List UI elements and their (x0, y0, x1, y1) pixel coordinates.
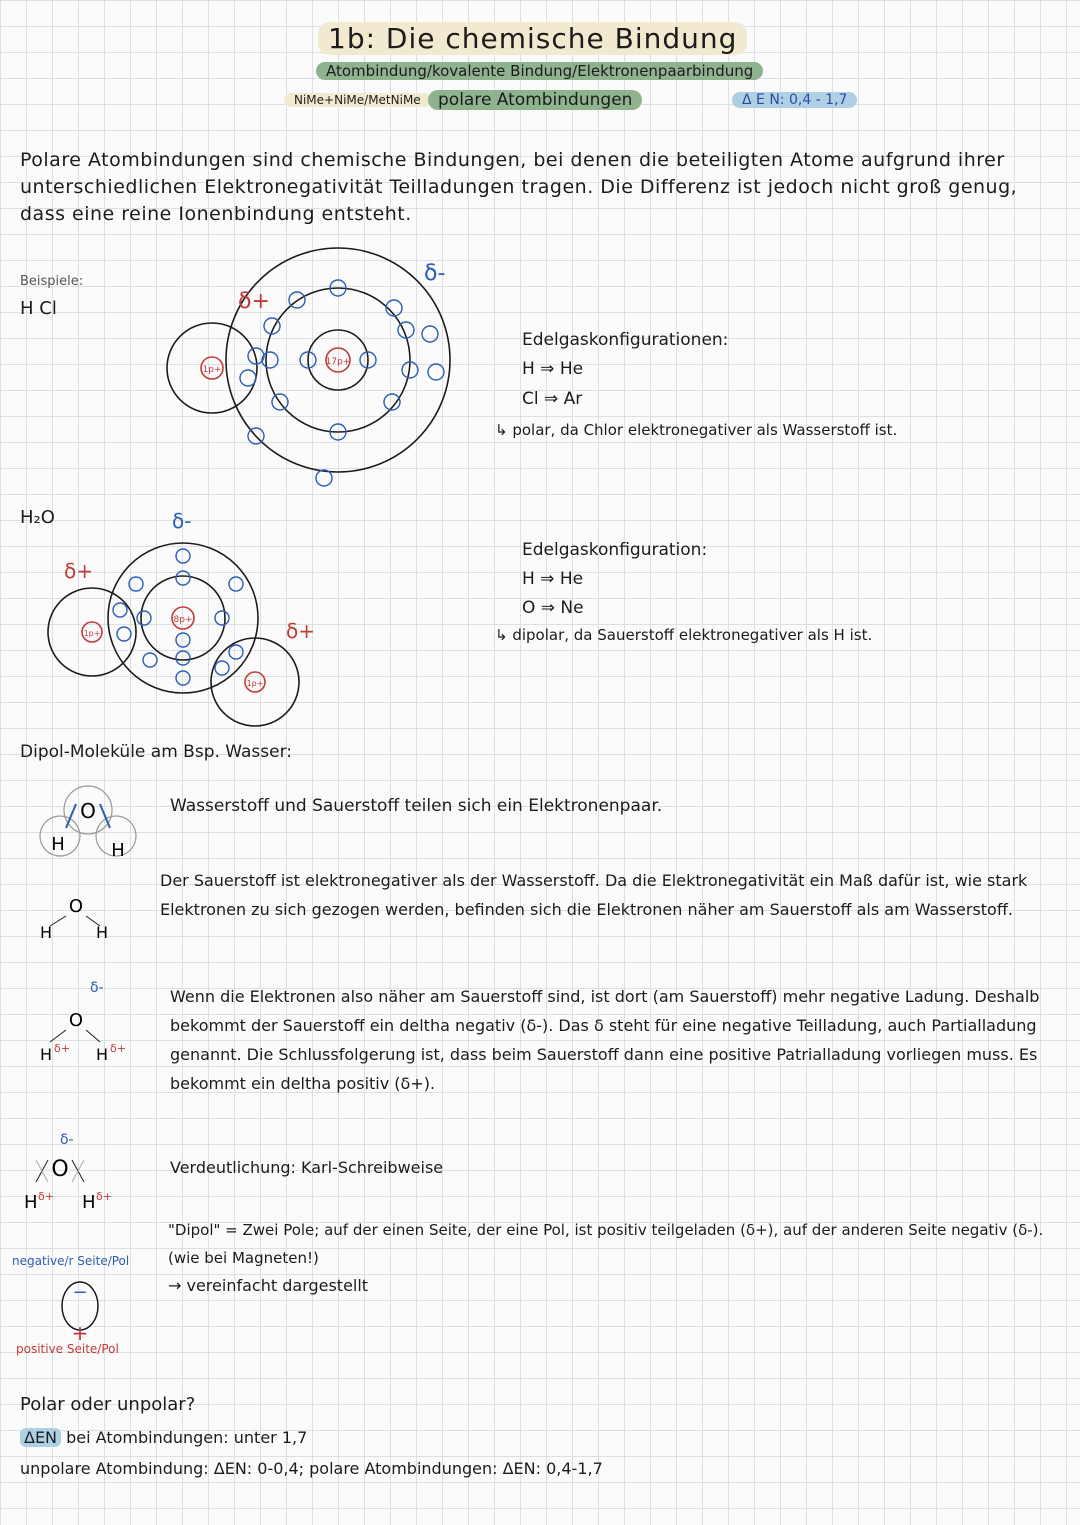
intro-paragraph: Polare Atombindungen sind chemische Bindungen, bei denen die beteiligten Atome aufgrund ihrer unterschiedlichen Elektronegativität Teilladungen tragen. Die Differenz ist jedoch nicht groß genug, dass eine reine Ionenbindung entsteht. (20, 149, 1018, 225)
sketch4-delta-plus-right: δ+ (96, 1190, 112, 1203)
sketch4-h-left: H (24, 1192, 38, 1213)
h2o-config-h: H ⇒ He (522, 569, 584, 589)
plus-sign: + (71, 1321, 89, 1345)
electron (176, 671, 190, 685)
electron (117, 627, 131, 641)
h2o-config-o: O ⇒ Ne (522, 598, 584, 618)
dipole-paragraph-1: Wasserstoff und Sauerstoff teilen sich ein Elektronenpaar. (170, 796, 663, 816)
summary-question: Polar oder unpolar? (20, 1394, 196, 1415)
dipole-paragraph-3: Wenn die Elektronen also näher am Sauerstoff sind, ist dort (am Sauerstoff) mehr negative Ladung. Deshalb bekommt der Sauerstoff ein deltha negativ (δ-). Das δ steht für eine negative Teilladung, auch Partialladung genannt. Die Schlussfolgerung ist, dass beim Sauerstoff dann eine positive Patrialladung vorliegen muss. Es bekommt ein deltha positiv (δ+). (170, 987, 1040, 1093)
h-nucleus-label: 1p+ (202, 365, 222, 375)
sketch4-delta-plus-left: δ+ (38, 1190, 54, 1203)
h-right-nucleus-label: 1p+ (246, 679, 264, 688)
electron (428, 364, 444, 380)
h2o-conclusion: ↳ dipolar, da Sauerstoff elektronegativer als H ist. (495, 626, 873, 644)
cl-nucleus-label: 17p+ (325, 357, 351, 367)
sketch2-h-right: H (95, 923, 109, 942)
sketch3-o: O (68, 1010, 84, 1031)
h2o-config-title: Edelgaskonfiguration: (522, 540, 708, 560)
h2o-bohr-diagram (40, 500, 340, 750)
h-left-nucleus-label: 1p+ (83, 629, 101, 638)
sketch1-h-left: H (51, 834, 65, 855)
electron (262, 352, 278, 368)
h2o-delta-plus-left: δ+ (64, 559, 93, 583)
h2o-formula: H₂O (20, 507, 55, 528)
dipole-oval-sketch (58, 1276, 118, 1346)
summary-line-2: unpolare Atombindung: ΔEN: 0-0,4; polare Atombindungen: ΔEN: 0,4-1,7 (20, 1459, 603, 1478)
dipole-paragraph-2: Der Sauerstoff ist elektronegativer als der Wasserstoff. Da die Elektronegativität ein Maß dafür ist, wie stark Elektronen zu sich gezogen werden, befinden sich die Elektronen näher am Sauerstoff als am Wasserstoff. (160, 871, 1028, 919)
electron (316, 470, 332, 486)
electron (176, 633, 190, 647)
sketch3-delta-plus-left: δ+ (54, 1042, 70, 1055)
electron (215, 661, 229, 675)
dipole-paragraph-5: "Dipol" = Zwei Pole; auf der einen Seite, der eine Pol, ist positiv teilgeladen (δ+), auf der anderen Seite negativ (δ-). (wie bei Magneten!) (168, 1221, 1044, 1267)
hcl-bohr-diagram (160, 250, 460, 510)
examples-label: Beispiele: (20, 274, 84, 289)
electron (422, 326, 438, 342)
sketch1-o: O (80, 799, 96, 823)
sketch4-delta-minus: δ- (60, 1132, 74, 1148)
delta-en-badge: Δ E N: 0,4 - 1,7 (732, 92, 857, 108)
sketch3-h-right: H (95, 1045, 109, 1064)
hcl-config-h: H ⇒ He (522, 359, 584, 379)
hcl-delta-plus: δ+ (238, 289, 270, 314)
electron (176, 571, 190, 585)
topic-label: polare Atombindungen (428, 90, 642, 110)
hcl-delta-minus: δ- (424, 261, 446, 286)
dipole-paragraph-4: Verdeutlichung: Karl-Schreibweise (170, 1158, 444, 1177)
electron (215, 611, 229, 625)
page-title: 1b: Die chemische Bindung (318, 22, 747, 55)
electron (229, 577, 243, 591)
positive-pole-label: positive Seite/Pol (16, 1342, 119, 1356)
sketch3-delta-minus: δ- (90, 980, 104, 996)
sketch4-o: O (51, 1157, 69, 1182)
electron (240, 370, 256, 386)
o-nucleus-label: 8p+ (173, 615, 193, 625)
electron (137, 611, 151, 625)
sketch2-h-left: H (39, 923, 53, 942)
subtitle-bond-types: Atombindung/kovalente Bindung/Elektronenpaarbindung (316, 62, 763, 80)
dipole-paragraph-6: → vereinfacht dargestellt (168, 1276, 369, 1295)
delta-en-key: ΔEN (20, 1428, 61, 1447)
summary-line-1 (20, 1428, 307, 1447)
hcl-config-cl: Cl ⇒ Ar (522, 389, 583, 409)
electron (113, 603, 127, 617)
sketch2-o: O (68, 896, 84, 917)
sketch1-h-right: H (111, 840, 125, 861)
summary-line-1-text: bei Atombindungen: unter 1,7 (66, 1428, 308, 1447)
electron (143, 653, 157, 667)
dipole-heading: Dipol-Moleküle am Bsp. Wasser: (20, 742, 293, 762)
electron (129, 577, 143, 591)
hcl-formula: H Cl (20, 298, 57, 319)
sketch3-h-left: H (39, 1045, 53, 1064)
h2o-delta-plus-right: δ+ (286, 619, 315, 643)
electron (176, 549, 190, 563)
negative-pole-label: negative/r Seite/Pol (12, 1254, 130, 1268)
electron (176, 651, 190, 665)
minus-sign: − (72, 1282, 88, 1303)
hcl-conclusion: ↳ polar, da Chlor elektronegativer als Wasserstoff ist. (495, 421, 898, 439)
electron (229, 645, 243, 659)
sketch3-delta-plus-right: δ+ (110, 1042, 126, 1055)
water-molecule-sketches (24, 780, 150, 1290)
h2o-delta-minus: δ- (172, 509, 192, 533)
hcl-config-title: Edelgaskonfigurationen: (522, 330, 729, 350)
sketch4-h-right: H (82, 1192, 96, 1213)
nm-label: NiMe+NiMe/MetNiMe (284, 93, 431, 107)
